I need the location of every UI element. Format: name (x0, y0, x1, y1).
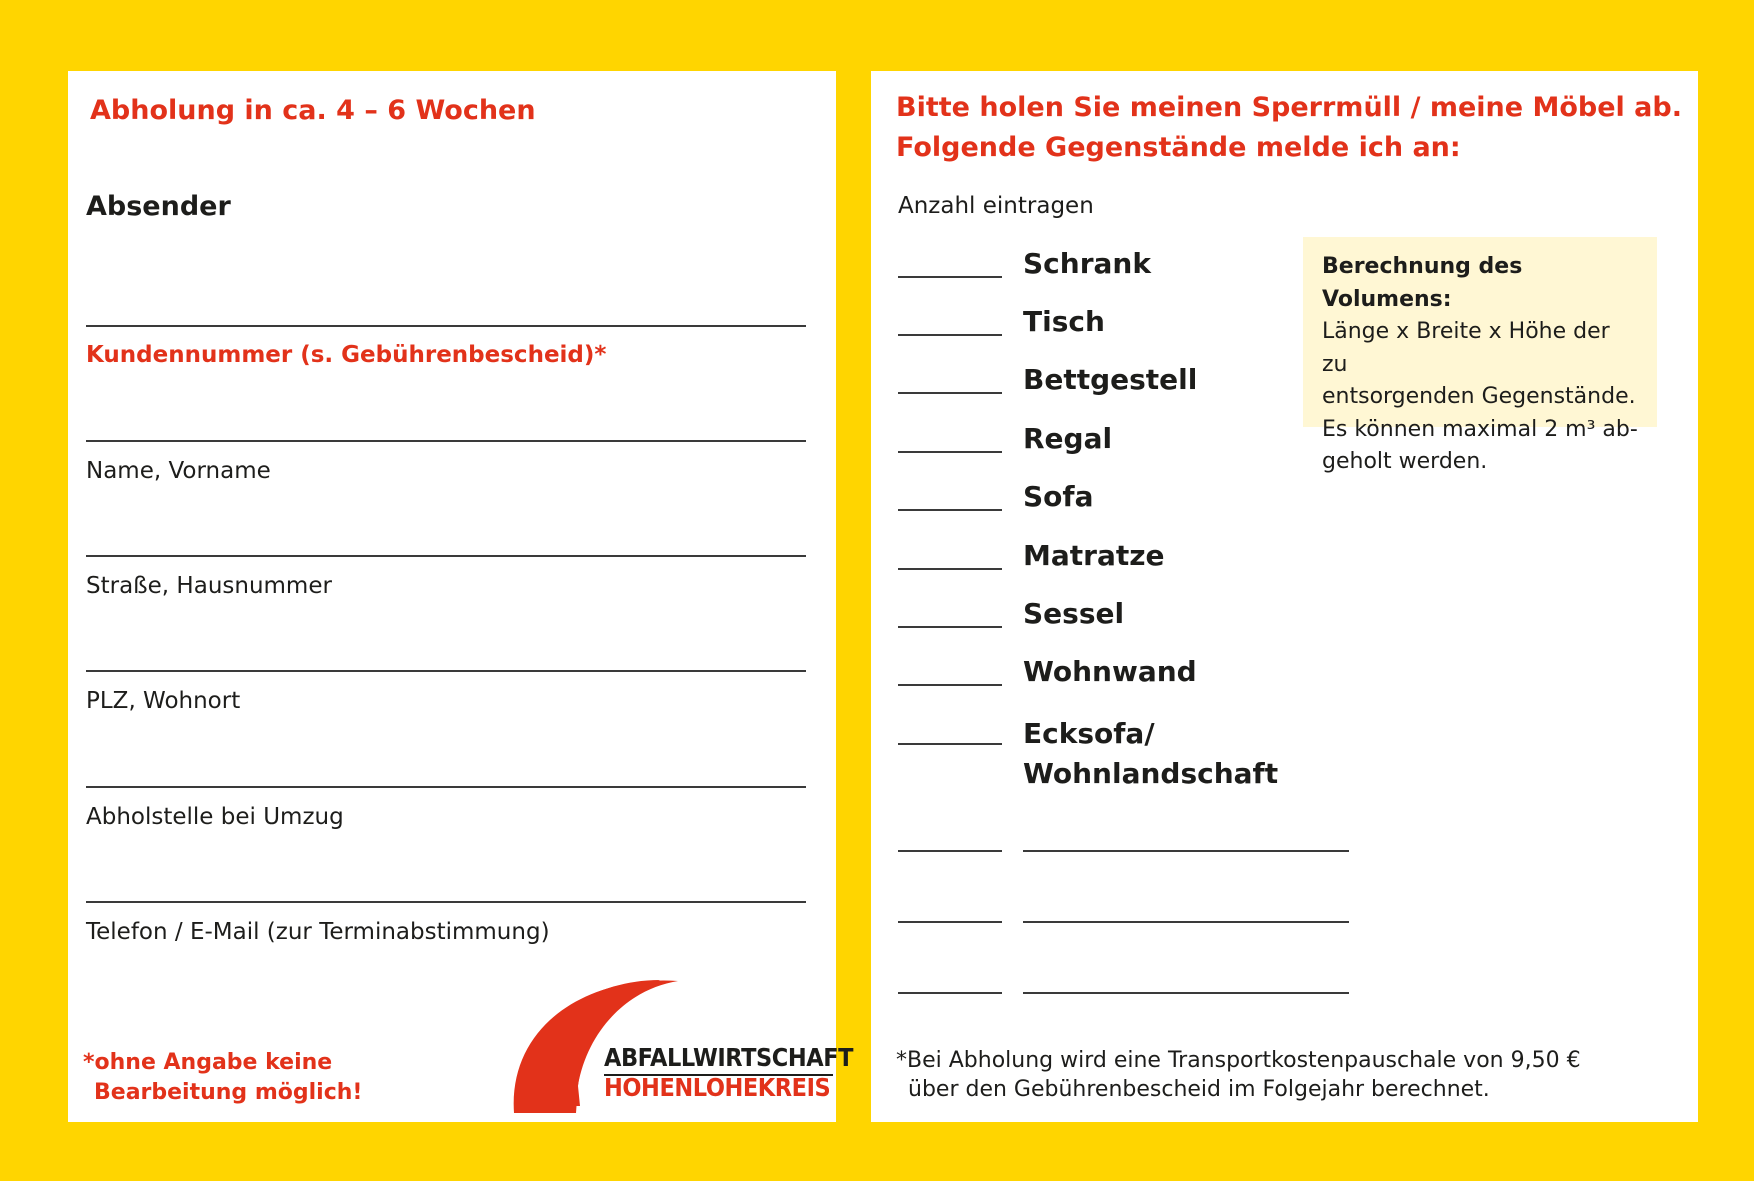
postcode-city-label: PLZ, Wohnort (86, 688, 241, 714)
street-line[interactable] (86, 670, 806, 672)
item-label: Wohnwand (1023, 655, 1197, 688)
volume-info-line: Es können maximal 2 m³ ab- (1322, 416, 1638, 442)
item-count-line[interactable] (898, 509, 1002, 511)
count-label: Anzahl eintragen (898, 193, 1094, 219)
required-footnote (83, 1048, 362, 1108)
item-count-line[interactable] (898, 743, 1002, 745)
item-count-line[interactable] (898, 392, 1002, 394)
pickup-location-line[interactable] (86, 901, 806, 903)
volume-info-line: Länge x Breite x Höhe der zu (1322, 319, 1610, 377)
street-label: Straße, Hausnummer (86, 573, 332, 599)
item-count-line[interactable] (898, 334, 1002, 336)
item-count-line[interactable] (898, 850, 1002, 852)
item-count-line[interactable] (898, 568, 1002, 570)
item-count-line[interactable] (898, 276, 1002, 278)
item-label: Bettgestell (1023, 363, 1198, 396)
item-label: Sessel (1023, 597, 1125, 630)
logo-text-line1: ABFALLWIRTSCHAFT (604, 1043, 854, 1072)
request-heading (896, 88, 1682, 168)
item-label: Matratze (1023, 539, 1165, 572)
name-label: Name, Vorname (86, 458, 271, 484)
item-label (1023, 714, 1283, 794)
custom-item-name-line[interactable] (1023, 921, 1349, 923)
customer-number-label: Kundennummer (s. Gebührenbescheid)* (86, 342, 607, 368)
logo-text-line2: HOHENLOHEKREIS (604, 1073, 831, 1102)
item-count-line[interactable] (898, 992, 1002, 994)
item-count-line[interactable] (898, 451, 1002, 453)
request-heading-line1: Bitte holen Sie meinen Sperrmüll / meine Möbel ab. (896, 92, 1682, 123)
custom-item-name-line[interactable] (1023, 992, 1349, 994)
sender-title: Absender (86, 191, 231, 222)
fee-footnote-line2: über den Gebührenbescheid im Folgejahr berechnet. (908, 1077, 1490, 1102)
volume-info-line: entsorgenden Gegenstände. (1322, 384, 1636, 409)
postcode-city-line[interactable] (86, 786, 806, 788)
custom-item-name-line[interactable] (1023, 850, 1349, 852)
fee-footnote-line1: *Bei Abholung wird eine Transportkostenpauschale von 9,50 € (896, 1048, 1581, 1073)
item-label-line2: Wohnlandschaft (1023, 757, 1279, 790)
item-label: Tisch (1023, 305, 1105, 338)
name-line[interactable] (86, 555, 806, 557)
items-card (871, 71, 1698, 1122)
item-label: Regal (1023, 422, 1113, 455)
customer-number-line[interactable] (86, 440, 806, 442)
item-count-line[interactable] (898, 921, 1002, 923)
item-label-line1: Ecksofa/ (1023, 717, 1155, 750)
required-footnote-line1: *ohne Angabe keine (83, 1050, 333, 1075)
pickup-time-heading: Abholung in ca. 4 – 6 Wochen (90, 95, 536, 126)
request-heading-line2: Folgende Gegenstände melde ich an: (896, 132, 1461, 163)
fee-footnote (896, 1046, 1581, 1104)
item-count-line[interactable] (898, 684, 1002, 686)
volume-info-title: Berechnung des Volumens: (1322, 254, 1523, 312)
volume-info-box (1303, 237, 1657, 474)
volume-info-line: geholt werden. (1322, 449, 1488, 474)
item-label: Schrank (1023, 247, 1151, 280)
item-count-line[interactable] (898, 626, 1002, 628)
contact-label: Telefon / E-Mail (zur Terminabstimmung) (86, 919, 550, 945)
pickup-location-label: Abholstelle bei Umzug (86, 804, 344, 830)
sender-card (68, 71, 854, 1122)
required-footnote-line2: Bearbeitung möglich! (94, 1080, 363, 1105)
item-label: Sofa (1023, 480, 1094, 513)
sender-input-line[interactable] (86, 325, 806, 327)
